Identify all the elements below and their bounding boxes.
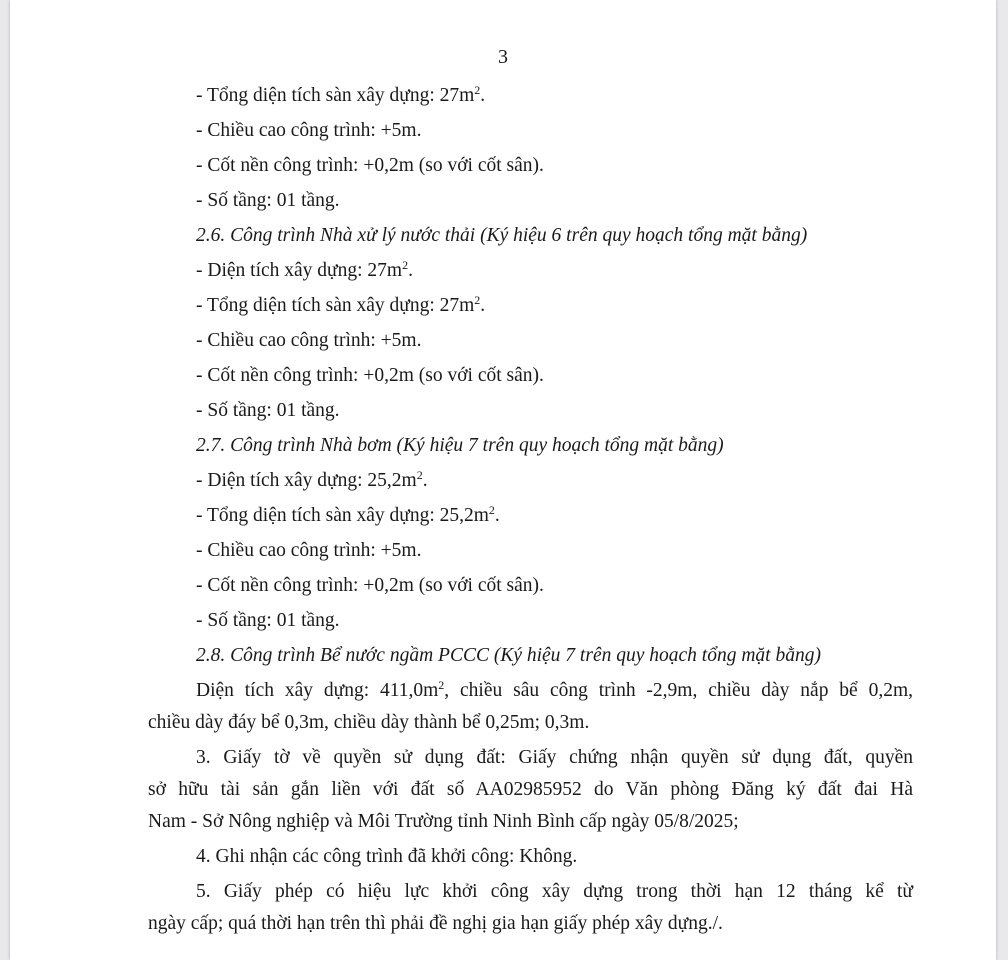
superscript: 2 xyxy=(474,83,481,97)
paragraph-list xyxy=(148,675,913,940)
list-item xyxy=(148,393,913,428)
line-tail: . xyxy=(494,505,500,526)
document-page xyxy=(10,0,996,960)
list-item xyxy=(148,533,913,568)
list-item xyxy=(148,253,913,288)
paragraph-line xyxy=(148,742,913,774)
list-item xyxy=(148,498,913,533)
list-item xyxy=(148,463,913,498)
list-item xyxy=(148,183,913,218)
line-text: - Tổng diện tích sàn xây dựng: 27m xyxy=(196,85,475,106)
paragraph-line xyxy=(148,774,913,806)
line-text: Nam - Sở Nông nghiệp và Môi Trường tỉnh Ninh Bình cấp ngày 05/8/2025; xyxy=(148,811,739,832)
superscript: 2 xyxy=(474,293,481,307)
section-heading xyxy=(148,218,913,253)
line-text: - Diện tích xây dựng: 27m xyxy=(196,260,403,281)
line-text: 2.8. Công trình Bể nước ngầm PCCC (Ký hiệu 7 trên quy hoạch tổng mặt bằng) xyxy=(196,645,821,666)
line-tail: . xyxy=(408,260,413,281)
paragraph-line xyxy=(148,908,913,940)
section-heading xyxy=(148,428,913,463)
list-item xyxy=(148,148,913,183)
paragraph xyxy=(148,876,913,940)
line-text: - Chiều cao công trình: +5m. xyxy=(196,330,422,351)
line-text: - Cốt nền công trình: +0,2m (so với cốt sân). xyxy=(196,155,544,176)
paragraph-line xyxy=(148,675,913,707)
paragraph xyxy=(148,675,913,739)
list-item xyxy=(148,288,913,323)
list-item xyxy=(148,568,913,603)
superscript: 2 xyxy=(416,468,423,482)
line-text: - Tổng diện tích sàn xây dựng: 25,2m xyxy=(196,505,489,526)
line-tail: . xyxy=(480,295,486,316)
line-text: - Cốt nền công trình: +0,2m (so với cốt sân). xyxy=(196,365,544,386)
line-text: - Số tầng: 01 tầng. xyxy=(196,400,340,421)
line-tail: . xyxy=(480,85,486,106)
list-item xyxy=(148,78,913,113)
line-text: sở hữu tài sản gắn liền với đất số AA02985952 do Văn phòng Đăng ký đất đai Hà xyxy=(148,779,913,800)
list-item xyxy=(148,603,913,638)
item-list xyxy=(148,78,913,673)
section-heading xyxy=(148,638,913,673)
document-body xyxy=(148,78,913,943)
line-text: Diện tích xây dựng: 411,0m xyxy=(196,680,439,701)
superscript: 2 xyxy=(402,258,409,272)
paragraph xyxy=(148,742,913,838)
line-text: - Chiều cao công trình: +5m. xyxy=(196,540,422,561)
line-text: chiều dày đáy bể 0,3m, chiều dày thành bể 0,25m; 0,3m. xyxy=(148,712,590,733)
line-tail: , chiều sâu công trình -2,9m, chiều dày nắp bể 0,2m, xyxy=(444,680,913,701)
line-text: 5. Giấy phép có hiệu lực khởi công xây dựng trong thời hạn 12 tháng kể từ xyxy=(196,881,913,902)
paragraph-line xyxy=(148,876,913,908)
page-number: 3 xyxy=(498,46,508,68)
paragraph-line xyxy=(148,707,913,739)
line-text: - Diện tích xây dựng: 25,2m xyxy=(196,470,417,491)
paragraph-line xyxy=(148,841,913,873)
line-text: - Tổng diện tích sàn xây dựng: 27m xyxy=(196,295,475,316)
line-text: - Chiều cao công trình: +5m. xyxy=(196,120,422,141)
line-text: - Cốt nền công trình: +0,2m (so với cốt sân). xyxy=(196,575,544,596)
line-text: ngày cấp; quá thời hạn trên thì phải đề nghị gia hạn giấy phép xây dựng./. xyxy=(148,913,723,934)
list-item xyxy=(148,113,913,148)
line-text: 2.7. Công trình Nhà bơm (Ký hiệu 7 trên quy hoạch tổng mặt bằng) xyxy=(196,435,724,456)
paragraph-line xyxy=(148,806,913,838)
superscript: 2 xyxy=(488,503,495,517)
line-text: 4. Ghi nhận các công trình đã khởi công: Không. xyxy=(196,846,578,867)
line-text: - Số tầng: 01 tầng. xyxy=(196,610,340,631)
superscript: 2 xyxy=(438,678,445,692)
line-tail: . xyxy=(422,470,428,491)
list-item xyxy=(148,323,913,358)
line-text: 3. Giấy tờ về quyền sử dụng đất: Giấy chứng nhận quyền sử dụng đất, quyền xyxy=(196,747,913,768)
line-text: 2.6. Công trình Nhà xử lý nước thải (Ký hiệu 6 trên quy hoạch tổng mặt bằng) xyxy=(196,225,808,246)
paragraph xyxy=(148,841,913,873)
list-item xyxy=(148,358,913,393)
line-text: - Số tầng: 01 tầng. xyxy=(196,190,340,211)
